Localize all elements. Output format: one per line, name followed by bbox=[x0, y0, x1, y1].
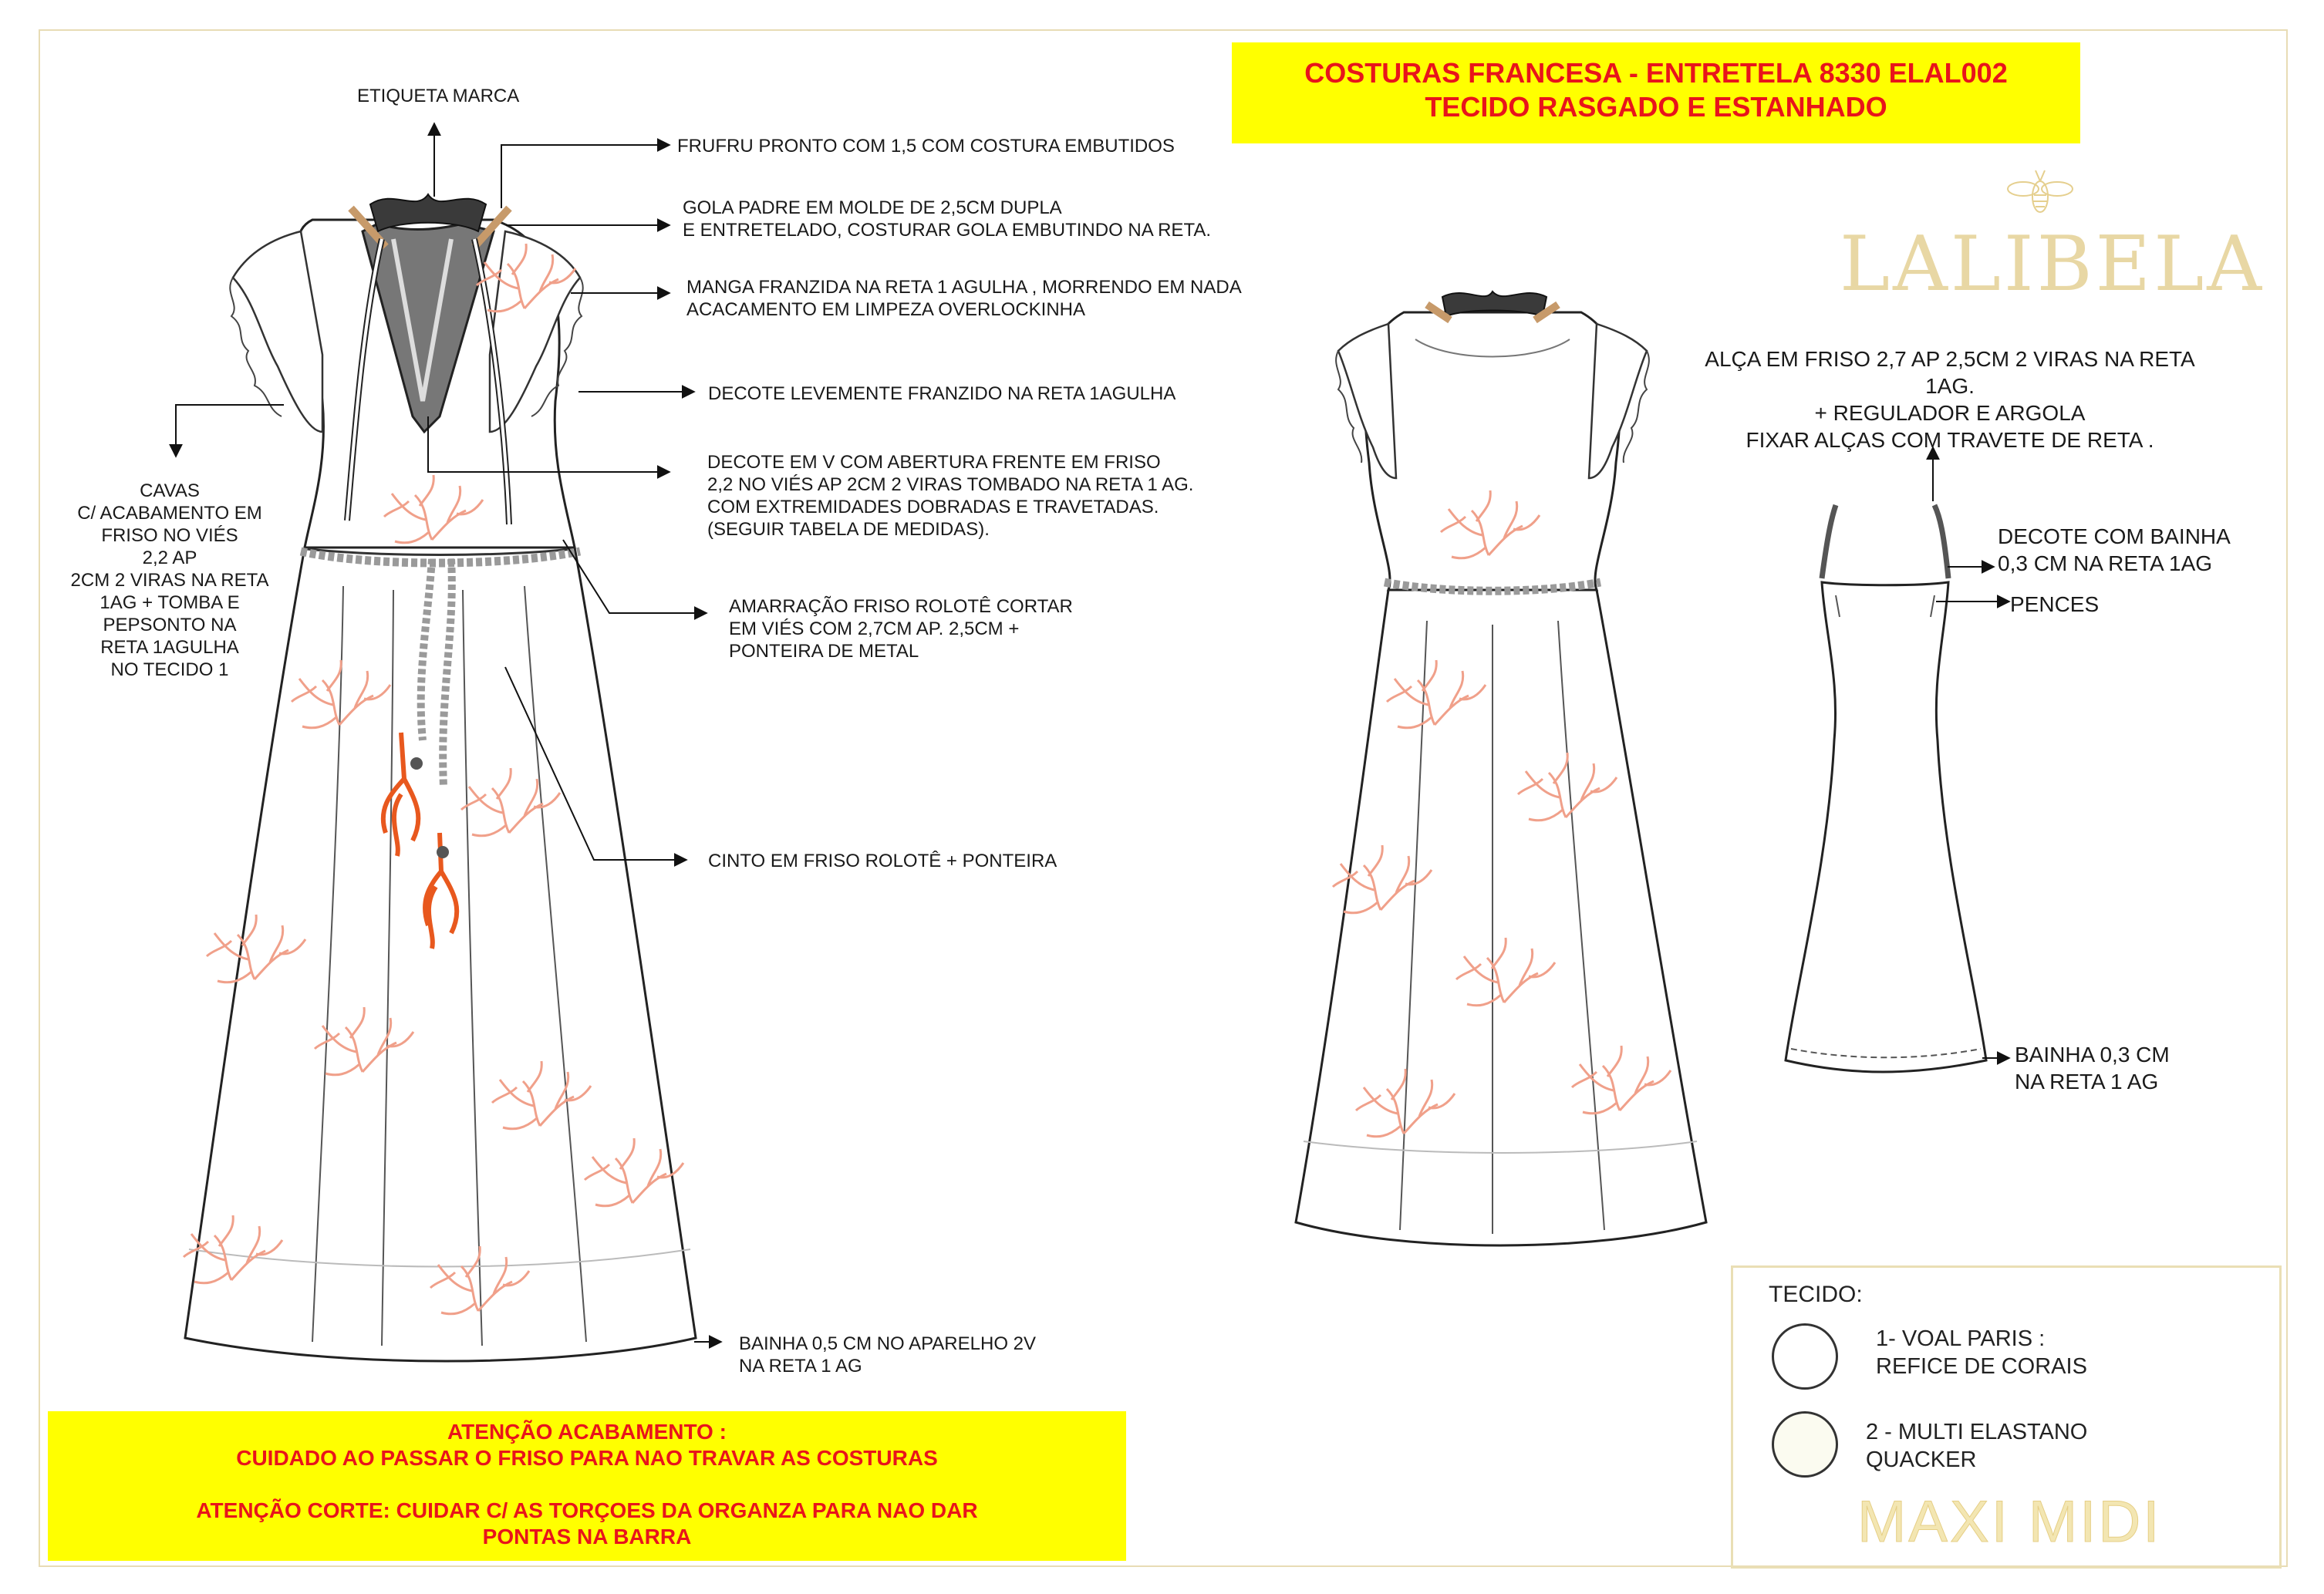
fabric-swatch-2 bbox=[1772, 1411, 1838, 1478]
header-line-1: COSTURAS FRANCESA - ENTRETELA 8330 ELAL002 bbox=[1304, 57, 2008, 89]
annotation-frufru: FRUFRU PRONTO COM 1,5 COM COSTURA EMBUTIDOS bbox=[677, 136, 1175, 157]
warning-acabamento-text: CUIDADO AO PASSAR O FRISO PARA NAO TRAVAR AS COSTURAS bbox=[236, 1446, 938, 1470]
annotation-decote-bainha: DECOTE COM BAINHA 0,3 CM NA RETA 1AG bbox=[1998, 524, 2231, 575]
annotation-alca: ALÇA EM FRISO 2,7 AP 2,5CM 2 VIRAS NA RETA 1AG. + REGULADOR E ARGOLA FIXAR ALÇAS COM TRAVETE DE RETA . bbox=[1705, 347, 2195, 452]
fabric-swatch-1 bbox=[1772, 1323, 1838, 1390]
legend-title: TECIDO: bbox=[1769, 1282, 1863, 1307]
annotation-bainha-forro: BAINHA 0,3 CM NA RETA 1 AG bbox=[2015, 1043, 2170, 1094]
warning-box bbox=[48, 1411, 1126, 1561]
fabric-label-2: 2 - MULTI ELASTANO QUACKER bbox=[1866, 1420, 2088, 1472]
header-line-2: TECIDO RASGADO E ESTANHADO bbox=[1425, 91, 1887, 123]
annotation-cinto: CINTO EM FRISO ROLOTÊ + PONTEIRA bbox=[708, 851, 1057, 871]
annotation-amarracao: AMARRAÇÃO FRISO ROLOTÊ CORTAR EM VIÉS COM 2,7CM AP. 2,5CM + PONTEIRA DE METAL bbox=[729, 596, 1073, 662]
sewing-header-box bbox=[1232, 42, 2080, 143]
bee-icon bbox=[2008, 170, 2073, 212]
annotation-pences: PENCES bbox=[2010, 592, 2100, 616]
annotation-etiqueta: ETIQUETA MARCA bbox=[357, 86, 520, 106]
model-name: MAXI MIDI bbox=[1857, 1489, 2162, 1555]
back-dress-drawing bbox=[1296, 292, 1706, 1245]
front-dress-drawing bbox=[184, 194, 696, 1361]
annotation-bainha-frente: BAINHA 0,5 CM NO APARELHO 2V NA RETA 1 AG bbox=[739, 1333, 1037, 1377]
annotation-cavas: CAVAS C/ ACABAMENTO EM FRISO NO VIÉS 2,2 AP 2CM 2 VIRAS NA RETA 1AG + TOMBA E PEPSONTO NA RETA 1AGULHA NO TECIDO 1 bbox=[70, 480, 269, 680]
warning-corte-text: ATENÇÃO CORTE: CUIDAR C/ AS TORÇOES DA ORGANZA PARA NAO DAR PONTAS NA BARRA bbox=[196, 1498, 978, 1549]
warning-acabamento-title: ATENÇÃO ACABAMENTO : bbox=[447, 1420, 727, 1444]
slip-lining-drawing bbox=[1786, 505, 1986, 1072]
annotation-decote-franzido: DECOTE LEVEMENTE FRANZIDO NA RETA 1AGULHA bbox=[708, 383, 1176, 404]
brand-logo: LALIBELA bbox=[1840, 221, 2265, 308]
annotation-manga: MANGA FRANZIDA NA RETA 1 AGULHA , MORRENDO EM NADA ACACAMENTO EM LIMPEZA OVERLOCKINHA bbox=[686, 277, 1242, 320]
annotation-decote-v: DECOTE EM V COM ABERTURA FRENTE EM FRISO 2,2 NO VIÉS AP 2CM 2 VIRAS TOMBADO NA RETA 1 AG. COM EXTREMIDADES DOBRADAS E TRAVETADAS. (SEGUIR TABELA DE MEDIDAS). bbox=[707, 452, 1194, 540]
annotation-gola: GOLA PADRE EM MOLDE DE 2,5CM DUPLA E ENTRETELADO, COSTURAR GOLA EMBUTINDO NA RETA. bbox=[683, 197, 1211, 241]
fabric-label-1: 1- VOAL PARIS : REFICE DE CORAIS bbox=[1876, 1326, 2087, 1379]
